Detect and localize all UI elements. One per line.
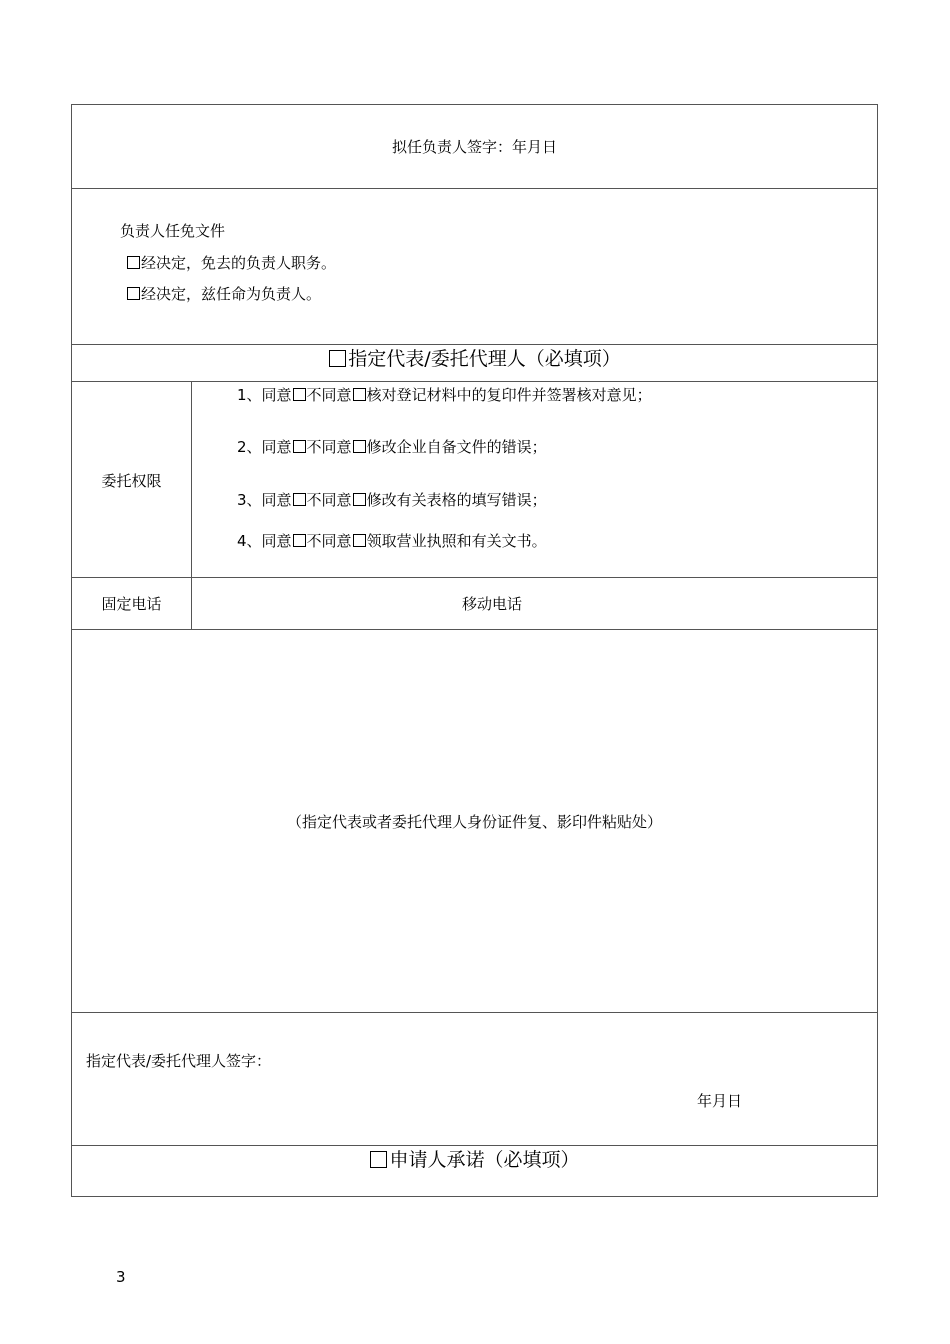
agree-checkbox-2[interactable]: [293, 440, 306, 453]
agree-checkbox-4[interactable]: [293, 534, 306, 547]
fixed-phone-label: 固定电话: [101, 595, 162, 613]
agent-signature-label: 指定代表/委托代理人签字：: [86, 1052, 272, 1070]
authority-item-1: 1、同意 不同意 核对登记材料中的复印件并签署核对意见；: [237, 386, 652, 404]
page-number: 3: [116, 1268, 126, 1286]
divider: [72, 344, 877, 345]
agree-checkbox-3[interactable]: [293, 493, 306, 506]
promise-section-checkbox[interactable]: [370, 1151, 387, 1168]
appointment-line-dismiss: [126, 253, 336, 273]
mobile-phone-label: 移动电话: [462, 595, 523, 613]
divider: [72, 577, 877, 578]
section-agent-title: 指定代表/委托代理人（必填项）: [348, 348, 621, 370]
authority-item-3: 3、同意 不同意 修改有关表格的填写错误；: [237, 491, 547, 509]
disagree-checkbox-4[interactable]: [353, 534, 366, 547]
agent-section-checkbox[interactable]: [329, 350, 346, 367]
disagree-checkbox-1[interactable]: [353, 388, 366, 401]
divider: [72, 629, 877, 630]
divider: [72, 1012, 877, 1013]
appoint-text: 经决定，兹任命为负责人。: [141, 285, 322, 303]
disagree-checkbox-2[interactable]: [353, 440, 366, 453]
dismiss-text: 经决定，免去的负责人职务。: [141, 254, 337, 272]
appointment-line-appoint: [126, 284, 321, 304]
authority-label-cell: [72, 471, 191, 491]
registration-form-table: [71, 104, 878, 1197]
divider: [72, 1145, 877, 1146]
proposed-responsible-signature-label: 拟任负责人签字：年月日: [391, 138, 557, 156]
sign-row: [72, 137, 877, 157]
fixed-phone-cell: [72, 594, 191, 614]
appointment-title: 负责人任免文件: [120, 222, 226, 240]
section-agent-header: [72, 346, 877, 372]
section-promise-title: 申请人承诺（必填项）: [389, 1149, 580, 1171]
authority-item-4: 4、同意 不同意 领取营业执照和有关文书。: [237, 532, 547, 550]
column-divider: [191, 577, 192, 629]
section-promise-header: [72, 1147, 877, 1173]
divider: [72, 381, 877, 382]
agent-signature-date: 年月日: [697, 1092, 743, 1110]
authority-label: 委托权限: [101, 472, 162, 490]
id-copy-instruction: （指定代表或者委托代理人身份证件复、影印件粘贴处）: [286, 813, 662, 831]
divider: [72, 188, 877, 189]
appoint-checkbox[interactable]: [127, 287, 140, 300]
authority-item-2: 2、同意 不同意 修改企业自备文件的错误；: [237, 438, 547, 456]
disagree-checkbox-3[interactable]: [353, 493, 366, 506]
dismiss-checkbox[interactable]: [127, 256, 140, 269]
agree-checkbox-1[interactable]: [293, 388, 306, 401]
id-copy-area: [72, 812, 877, 832]
